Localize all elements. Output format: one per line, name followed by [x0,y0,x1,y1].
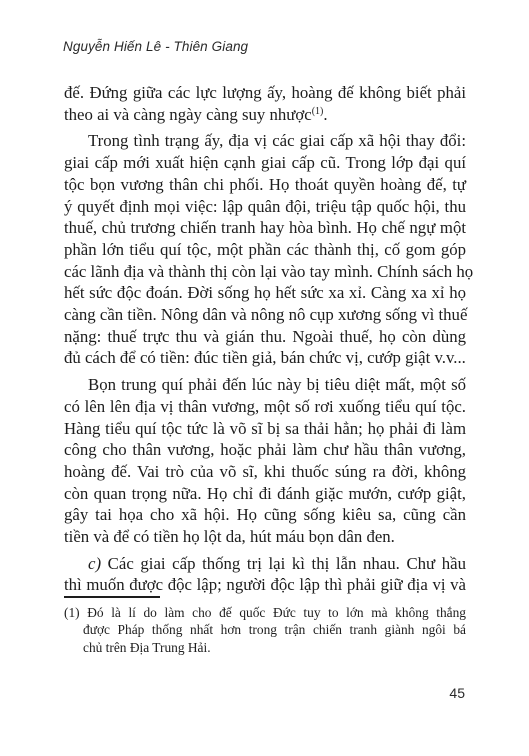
text-line-content: theo ai và càng ngày càng suy nhược [64,104,312,124]
item-label: c) [88,553,102,573]
footnote-line: được Pháp thống nhất hơn trong trận chiến tranh giành ngôi bá [83,622,466,638]
text-line: thì muốn được độc lập; người độc lập thì phải giữ địa vị và [64,575,466,595]
text-line: các lãnh địa và thành thị còn lại vào tay mình. Chính sách họ [64,261,474,281]
text-line: thuế, chủ trương chiến tranh hay hòa bình. Họ chế ngự một [64,218,466,238]
text-line: ý quyết định mọi việc: lập quân đội, triệu tập quốc hội, thu [64,196,466,216]
text-line: càng cần tiền. Nông dân và nông nô cụp xương sống vì thuế [64,305,468,325]
footnote-line [64,604,466,621]
paragraph-continuation [64,82,466,125]
footnote-divider [64,596,160,598]
text-line: còn quan trọng nữa. Họ chỉ đi đánh giặc mướn, cướp giật, [64,483,466,503]
page-number: 45 [449,685,465,701]
paragraph-nobility [64,374,466,548]
text-line: nặng: thuế trực thu và gián thu. Ngoài thuế, họ còn dùng [64,326,466,346]
text-line [64,104,466,126]
text-line: hoàng đế. Vai trò của võ sĩ, khi thuốc súng ra đời, không [64,461,466,481]
paragraph-item-c [64,553,466,596]
paragraph-social-classes [64,130,474,369]
footnote-line: chủ trên Địa Trung Hải. [83,639,211,655]
text-line: Bọn trung quí phải đến lúc này bị tiêu diệt mất, một số [88,375,466,395]
text-line: có lên lên địa vị thân vương, một số rơi xuống tiểu quí tộc. [64,396,466,416]
text-line: Trong tình trạng ấy, địa vị các giai cấp xã hội thay đổi: [88,131,466,151]
text-line: tiền và để có tiền họ lột da, hút máu bọn dân đen. [64,527,395,547]
text-line: hết sức độc đoán. Đời sống họ hết sức xa xỉ. Càng xa xỉ họ [64,283,466,303]
text-line: công cho thân vương, hoặc phải làm chư hầu thân vương, [64,440,466,460]
footnotes [64,604,466,656]
text-line: Hàng tiểu quí tộc tức là võ sĩ bị sa thải hẳn; họ phải đi làm [64,418,466,438]
text-line [64,553,466,575]
text-line: gây tai họa cho xã hội. Họ cũng sống kiêu sa, cũng cần [64,505,466,525]
footnote-ref[interactable]: (1) [311,105,324,117]
text-line: đế. Đứng giữa các lực lượng ấy, hoàng đế không biết phải [64,83,466,102]
body-text [64,82,474,596]
text-line: tộc bọn vương thân chi phối. Họ thoát quyền hoàng đế, tự [64,174,466,194]
running-header: Nguyễn Hiến Lê - Thiên Giang [63,39,249,54]
footnote-text: Đó là lí do làm cho đế quốc Đức tuy to lớn mà không thắng [87,605,466,620]
footnote-marker: (1) [64,605,80,620]
text-line: phần lớn tiểu quí tộc, một phần các thành thị, cố gom góp [64,239,466,259]
text-line-end-punct: . [323,104,328,124]
text-line: đủ cách để có tiền: đúc tiền giả, bán chức vị, cướp giật v.v... [64,348,466,368]
text-line: giai cấp mới xuất hiện cạnh giai cấp cũ. Trong lớp đại quí [64,153,466,173]
text-line-content: Các giai cấp thống trị lại kì thị lẫn nhau. Chư hầu [101,553,466,573]
